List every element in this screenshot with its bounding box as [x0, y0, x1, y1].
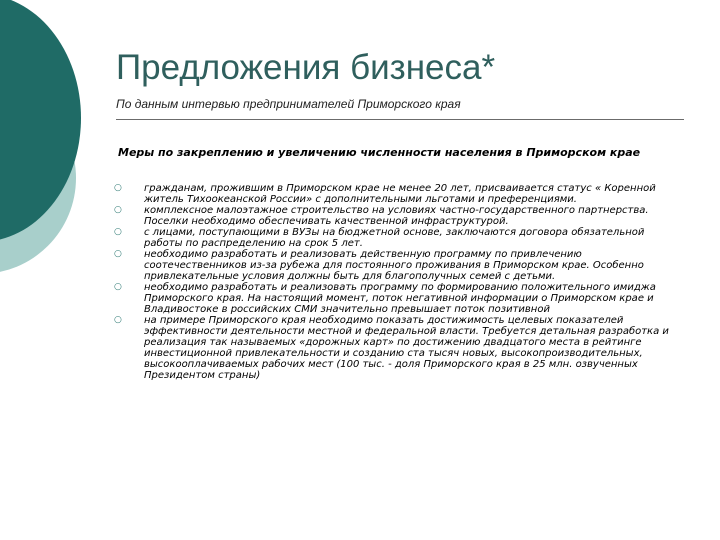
list-item [114, 249, 686, 282]
list-item-text: необходимо разработать и реализовать программу по формированию положительного имиджа Приморского края. На настоящий момент, поток негативной информации о Приморском крае и Владивостоке в российских СМИ значительно превышает поток позитивной [144, 282, 656, 315]
list-item-text: с лицами, поступающими в ВУЗы на бюджетной основе, заключаются договора обязательной работы по распределению на срок 5 лет. [144, 227, 645, 249]
bullet-circle-icon: ○ [114, 183, 122, 193]
list-item-text: на примере Приморского края необходимо показать достижимость целевых показателей эффективности деятельности местной и федеральной власти. Требуется детальная разработка и реализация так называемых «дорожных карт» по достижению двадцатого места в рейтинге инвестиционной привлекательности и созданию ста тысяч новых, высокопроизводительных, высокооплачиваемых рабочих мест (100 тыс. - доля Приморского края в 25 млн. озвученных Президентом страны) [144, 315, 669, 381]
decorative-circles [0, 0, 110, 300]
list-item [114, 205, 686, 227]
slide-subtitle: По данным интервью предпринимателей Приморского края [116, 97, 461, 111]
list-item [114, 315, 686, 381]
bullet-circle-icon: ○ [114, 249, 122, 259]
bullet-circle-icon: ○ [114, 282, 122, 292]
list-item-text: гражданам, прожившим в Приморском крае не менее 20 лет, присваивается статус « Коренной житель Тихоокеанской России» с дополнительными льготами и преференциями. [144, 183, 656, 205]
title-divider [116, 119, 684, 120]
section-heading: Меры по закреплению и увеличению численности населения в Приморском крае [118, 146, 641, 159]
circles-graphic [0, 0, 110, 300]
bullet-circle-icon: ○ [114, 205, 122, 215]
list-item [114, 227, 686, 249]
measures-list [114, 183, 686, 381]
bullet-circle-icon: ○ [114, 227, 122, 237]
bullet-circle-icon: ○ [114, 315, 122, 325]
slide-title: Предложения бизнеса* [116, 48, 496, 87]
list-item [114, 282, 686, 315]
list-item-text: комплексное малоэтажное строительство на условиях частно-государственного партнерства. Поселки необходимо обеспечивать качественной инфраструктурой. [144, 205, 649, 227]
list-item [114, 183, 686, 205]
list-item-text: необходимо разработать и реализовать действенную программу по привлечению соотечественников из-за рубежа для постоянного проживания в Приморском крае. Особенно привлекательные условия должны быть для благополучных семей с детьми. [144, 249, 644, 282]
